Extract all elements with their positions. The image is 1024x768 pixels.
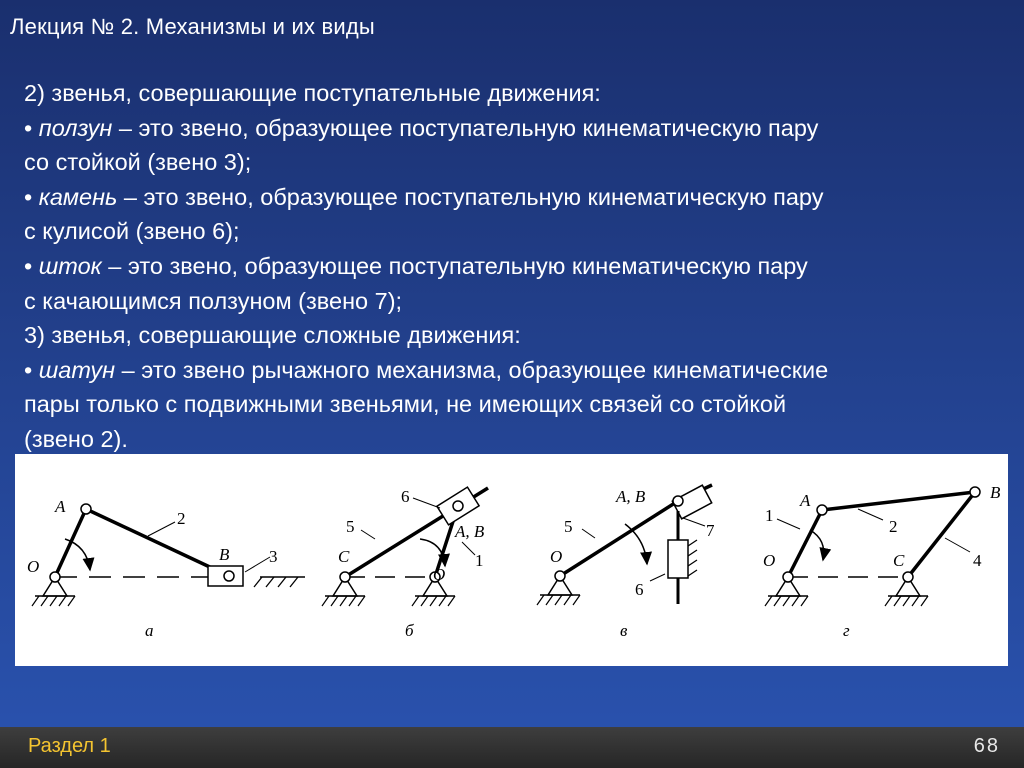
fig-b-label-C: C (338, 547, 350, 566)
fig-g-label-C: C (893, 551, 905, 570)
fig-v-label-7: 7 (706, 521, 715, 540)
text-span: со стойкой (звено 3); (24, 149, 252, 176)
fig-a-label-A: A (55, 497, 66, 516)
mechanism-figures (15, 454, 1008, 666)
fig-a-label-B: B (219, 545, 230, 564)
figure-a-crank-slider (32, 504, 305, 606)
fig-v-label-O: O (550, 547, 563, 566)
fig-b-label-O: O (433, 565, 446, 584)
mechanism-figures-panel (15, 454, 1008, 666)
text-line (24, 387, 1014, 422)
fig-b-caption: б (405, 621, 414, 640)
text-span: – это звено, образующее поступательную кинематическую пару (117, 183, 824, 210)
fig-g-label-1: 1 (765, 506, 774, 525)
page-number: 68 (973, 735, 1000, 757)
fig-g-caption: г (843, 621, 850, 640)
text-line (24, 180, 1014, 215)
fig-g-label-4: 4 (973, 551, 982, 570)
fig-b-label-1: 1 (475, 551, 484, 570)
slide-title: Лекция № 2. Механизмы и их виды (10, 14, 375, 39)
text-span: – это звено рычажного механизма, образующее кинематические (115, 356, 829, 383)
text-line (24, 145, 1014, 180)
figure-g-four-bar-linkage (765, 487, 980, 606)
footer-section-label: Раздел 1 (28, 735, 111, 757)
fig-a-label-3: 3 (269, 547, 278, 566)
text-span: • (24, 356, 39, 383)
fig-v-caption: в (620, 621, 628, 640)
fig-g-label-2: 2 (889, 517, 898, 536)
fig-a-label-O: O (27, 557, 40, 576)
text-line (24, 111, 1014, 146)
fig-v-label-6: 6 (635, 580, 644, 599)
text-line (24, 76, 1014, 111)
text-line (24, 422, 1014, 457)
text-line (24, 353, 1014, 388)
fig-g-label-A: A (800, 491, 811, 510)
text-line (24, 214, 1014, 249)
text-line (24, 284, 1014, 319)
text-span: (звено 2). (24, 425, 128, 452)
footer-bar (0, 727, 1024, 768)
text-span: • (24, 114, 39, 141)
text-span: с кулисой (звено 6); (24, 218, 240, 245)
text-span: с качающимся ползуном (звено 7); (24, 287, 403, 314)
term: камень (38, 183, 118, 210)
text-span: • (24, 252, 39, 279)
term: шток (38, 252, 102, 279)
text-span: – это звено, образующее поступательную кинематическую пару (101, 252, 808, 279)
fig-g-label-B: B (990, 483, 1001, 502)
text-span: пары только с подвижными звеньями, не имеющих связей со стойкой (24, 391, 787, 418)
fig-a-caption: а (145, 621, 154, 640)
text-span: 2) звенья, совершающие поступательные движения: (24, 80, 601, 106)
text-span: 3) звенья, совершающие сложные движения: (24, 322, 521, 349)
fig-v-label-AB: A, B (616, 487, 646, 506)
fig-b-label-5: 5 (346, 517, 355, 536)
lecture-text (24, 76, 1014, 457)
text-span: • (24, 183, 39, 210)
text-line (24, 249, 1014, 284)
fig-a-label-2: 2 (177, 509, 186, 528)
fig-b-label-6: 6 (401, 487, 410, 506)
fig-b-label-AB: A, B (455, 522, 485, 541)
term: ползун (38, 114, 113, 141)
text-line (24, 318, 1014, 353)
fig-g-label-O: O (763, 551, 776, 570)
text-span: – это звено, образующее поступательную кинематическую пару (112, 114, 819, 141)
term: шатун (38, 356, 116, 383)
fig-v-label-5: 5 (564, 517, 573, 536)
